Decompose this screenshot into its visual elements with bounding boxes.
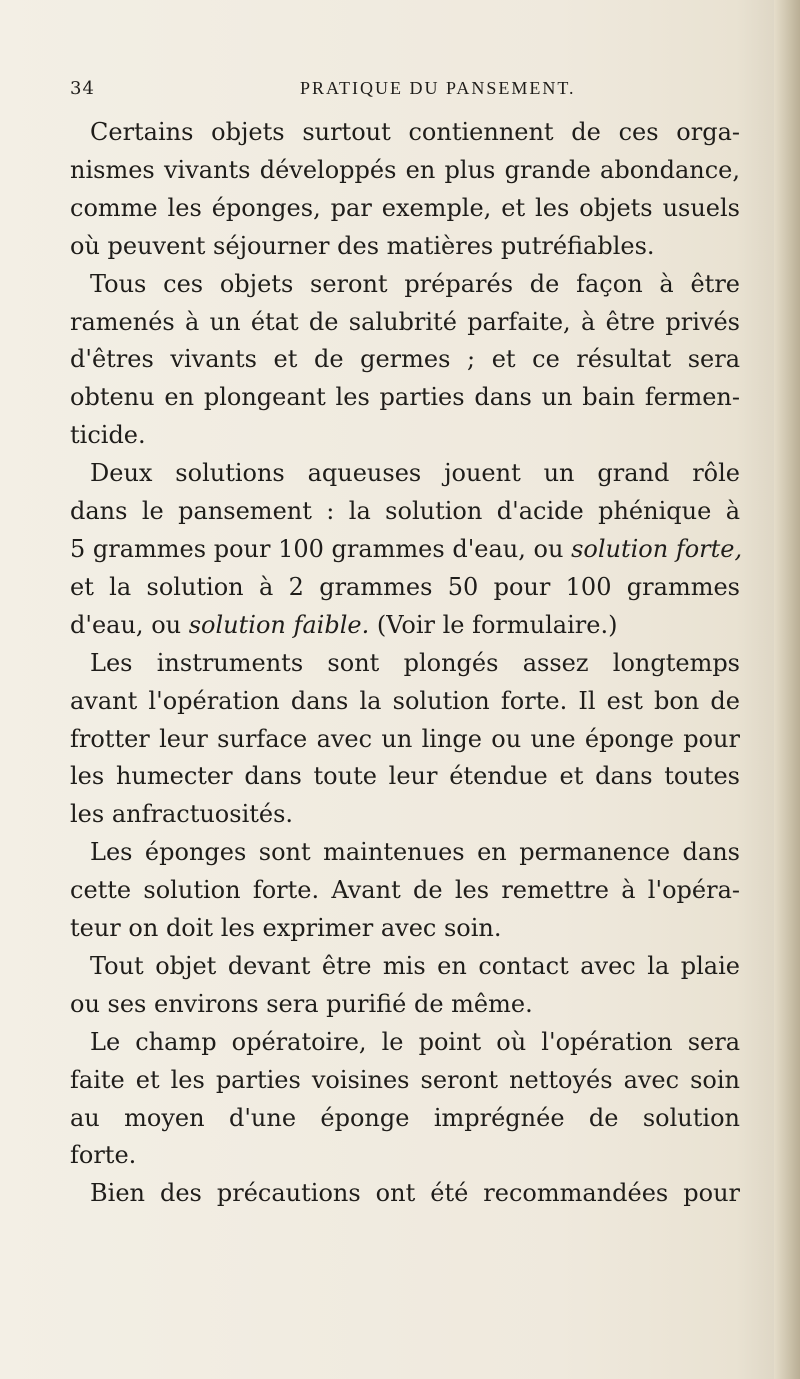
italic-term: solution faible. xyxy=(188,610,370,639)
text-line: comme les éponges, par exemple, et les objets usuels xyxy=(70,193,740,222)
text-line: Les éponges sont maintenues en permanence dans xyxy=(90,838,740,867)
body-text xyxy=(70,114,743,1213)
text-line: avant l'opération dans la solution forte. Il est bon de xyxy=(70,686,740,715)
text-segment: d'eau, ou xyxy=(70,610,182,639)
text-line: au moyen d'une éponge imprégnée de solution xyxy=(70,1103,740,1132)
text-line: et la solution à 2 grammes 50 pour 100 grammes xyxy=(70,572,740,601)
text-line: ou ses environs sera purifié de même. xyxy=(70,989,533,1018)
text-line: Deux solutions aqueuses jouent un grand rôle xyxy=(90,459,740,488)
text-line: dans le pansement : la solution d'acide phénique à xyxy=(70,497,740,526)
page-header xyxy=(70,78,760,106)
text-line: Le champ opératoire, le point où l'opération sera xyxy=(90,1027,740,1056)
text-segment: (Voir le formulaire.) xyxy=(376,610,618,639)
text-line: d'êtres vivants et de germes ; et ce résultat sera xyxy=(70,345,740,374)
text-line xyxy=(70,531,743,569)
text-line: nismes vivants développés en plus grande abondance, xyxy=(70,155,740,184)
italic-term: solution forte, xyxy=(571,534,743,563)
text-line: obtenu en plongeant les parties dans un bain fermen- xyxy=(70,383,740,412)
text-line: Tout objet devant être mis en contact avec la plaie xyxy=(90,951,740,980)
text-line: Certains objets surtout contiennent de ces orga- xyxy=(90,118,740,146)
text-line xyxy=(70,607,740,645)
text-line: forte. xyxy=(70,1141,137,1170)
text-line: cette solution forte. Avant de les remettre à l'opéra- xyxy=(70,876,740,905)
text-line: les humecter dans toute leur étendue et dans toutes xyxy=(70,762,740,791)
text-line: où peuvent séjourner des matières putréfiables. xyxy=(70,231,655,260)
text-line: les anfractuosités. xyxy=(70,800,294,829)
text-segment: 5 grammes pour 100 grammes d'eau, ou xyxy=(70,534,564,563)
text-line: frotter leur surface avec un linge ou une éponge pour xyxy=(70,724,740,753)
text-line: ramenés à un état de salubrité parfaite, à être privés xyxy=(70,307,740,336)
text-line: Bien des précautions ont été recommandées pour xyxy=(90,1179,740,1208)
text-line: Tous ces objets seront préparés de façon à être xyxy=(90,269,740,298)
text-line: faite et les parties voisines seront nettoyés avec soin xyxy=(70,1065,740,1094)
page-gutter-shadow xyxy=(774,0,800,1379)
text-line: teur on doit les exprimer avec soin. xyxy=(70,914,502,943)
page-number: 34 xyxy=(70,78,95,99)
text-line: Les instruments sont plongés assez longtemps xyxy=(90,648,740,677)
text-line: ticide. xyxy=(70,421,146,450)
running-head: PRATIQUE DU PANSEMENT. xyxy=(300,78,576,98)
